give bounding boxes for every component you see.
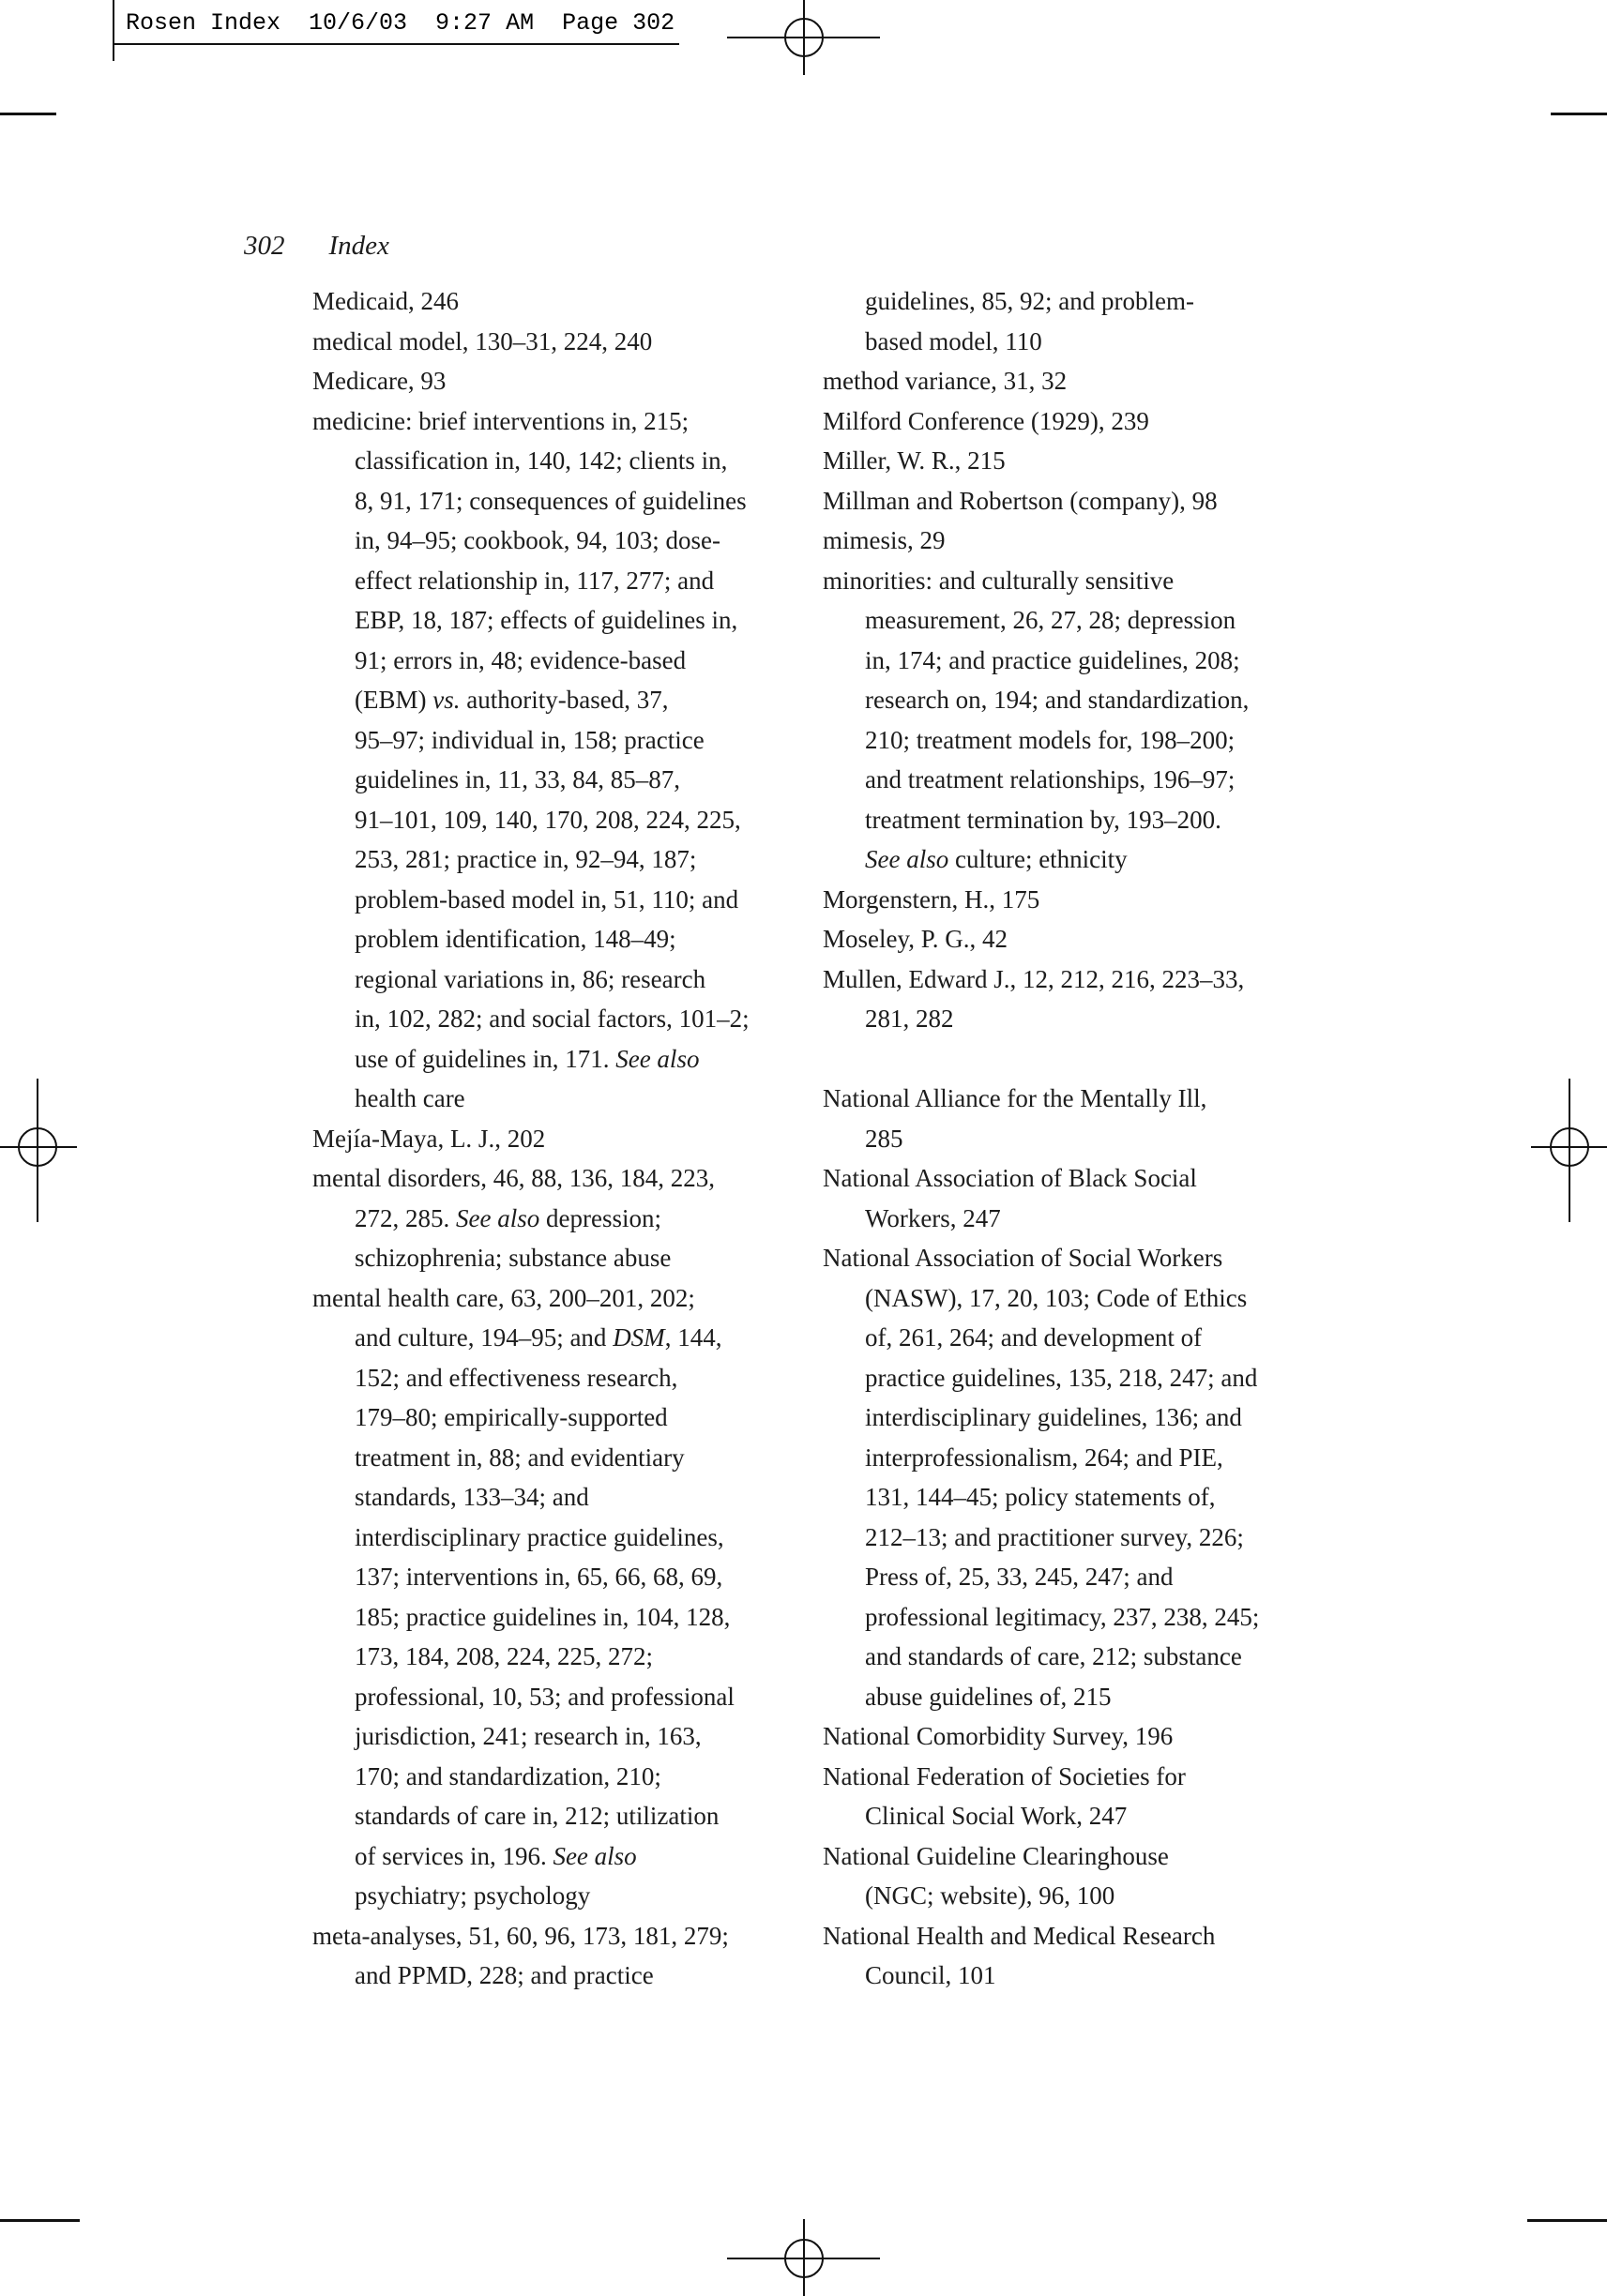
crop-mark-top-right [1551,113,1607,115]
index-line: (NGC; website), 96, 100 [865,1881,1115,1910]
index-line: effect relationship in, 117, 277; and [355,566,715,595]
index-line: Council, 101 [865,1961,996,1989]
index-line: practice guidelines, 135, 218, 247; and [865,1363,1258,1392]
slug-box-left-rule [113,0,114,61]
crop-mark-top-left [0,113,56,115]
index-line: 131, 144–45; policy statements of, [865,1483,1216,1511]
index-line: regional variations in, 86; research [355,964,706,993]
index-line: Medicaid, 246 [312,287,459,315]
index-line: National Guideline Clearinghouse [823,1841,1169,1870]
index-line: medical model, 130–31, 224, 240 [312,326,653,355]
index-line: meta-analyses, 51, 60, 96, 173, 181, 279; [312,1921,729,1950]
index-line: 91; errors in, 48; evidence-based [355,645,687,674]
index-line: problem identification, 148–49; [355,925,676,953]
index-line: 152; and effectiveness research, [355,1363,678,1392]
index-line: and treatment relationships, 196–97; [865,765,1236,793]
slug-text: Rosen Index 10/6/03 9:27 AM Page 302 [126,9,675,37]
index-line: Milford Conference (1929), 239 [823,406,1149,435]
index-line: standards of care in, 212; utilization [355,1802,720,1830]
index-line: See also culture; ethnicity [865,845,1128,873]
index-line: 281, 282 [865,1004,954,1033]
index-line: 253, 281; practice in, 92–94, 187; [355,845,697,873]
index-line: National Federation of Societies for [823,1761,1186,1790]
index-column-right [823,281,1320,1996]
index-line: Press of, 25, 33, 245, 247; and [865,1563,1174,1591]
index-line: National Association of Social Workers [823,1244,1223,1272]
slug-box-bottom-rule [113,43,679,45]
index-line: abuse guidelines of, 215 [865,1682,1112,1711]
index-line: interdisciplinary guidelines, 136; and [865,1403,1242,1431]
index-line: interprofessionalism, 264; and PIE, [865,1443,1223,1472]
index-line: standards, 133–34; and [355,1483,589,1511]
index-line: (NASW), 17, 20, 103; Code of Ethics [865,1283,1248,1312]
index-line: method variance, 31, 32 [823,367,1068,395]
index-line: 173, 184, 208, 224, 225, 272; [355,1642,654,1670]
index-line: treatment in, 88; and evidentiary [355,1443,685,1472]
index-line: Mullen, Edward J., 12, 212, 216, 223–33, [823,964,1245,993]
index-line: National Association of Black Social [823,1164,1197,1192]
index-line: measurement, 26, 27, 28; depression [865,606,1236,634]
index-line: 285 [865,1124,903,1153]
index-line: mental health care, 63, 200–201, 202; [312,1283,695,1312]
index-line: 212–13; and practitioner survey, 226; [865,1522,1244,1551]
index-column-left [312,281,810,1996]
index-line: psychiatry; psychology [355,1881,591,1910]
index-line: Workers, 247 [865,1203,1001,1232]
index-line: Moseley, P. G., 42 [823,925,1008,953]
index-line: 185; practice guidelines in, 104, 128, [355,1602,731,1631]
index-line: 137; interventions in, 65, 66, 68, 69, [355,1563,723,1591]
index-line: 170; and standardization, 210; [355,1761,661,1790]
running-head [244,231,389,261]
index-line: mimesis, 29 [823,526,946,554]
index-line: professional legitimacy, 237, 238, 245; [865,1602,1260,1631]
index-line: professional, 10, 53; and professional [355,1682,735,1711]
index-line: National Health and Medical Research [823,1921,1216,1950]
index-line: and culture, 194–95; and DSM, 144, [355,1323,722,1352]
index-line: guidelines in, 11, 33, 84, 85–87, [355,765,680,793]
index-line: (EBM) vs. authority-based, 37, [355,686,669,714]
index-line: medicine: brief interventions in, 215; [312,406,690,435]
index-line: in, 94–95; cookbook, 94, 103; dose- [355,526,720,554]
page-number: 302 [244,231,285,261]
index-line: guidelines, 85, 92; and problem- [865,287,1194,315]
index-line: Morgenstern, H., 175 [823,884,1040,914]
index-line: Mejía-Maya, L. J., 202 [312,1124,546,1153]
index-line: mental disorders, 46, 88, 136, 184, 223, [312,1164,715,1192]
index-line: and standards of care, 212; substance [865,1642,1242,1670]
crop-mark-bottom-left [0,2219,80,2222]
index-line: 91–101, 109, 140, 170, 208, 224, 225, [355,805,741,834]
index-line: interdisciplinary practice guidelines, [355,1522,724,1551]
index-line: research on, 194; and standardization, [865,686,1250,714]
index-line: and PPMD, 228; and practice [355,1961,654,1989]
index-line [823,1039,1320,1080]
index-line: National Alliance for the Mentally Ill, [823,1084,1207,1112]
index-line: National Comorbidity Survey, 196 [823,1722,1174,1750]
index-line: in, 174; and practice guidelines, 208; [865,645,1240,674]
index-line: minorities: and culturally sensitive [823,566,1175,595]
index-line: classification in, 140, 142; clients in, [355,446,728,475]
index-line: schizophrenia; substance abuse [355,1244,672,1272]
index-line: 272, 285. See also depression; [355,1203,661,1232]
index-line: Miller, W. R., 215 [823,446,1006,475]
index-line: treatment termination by, 193–200. [865,805,1221,834]
index-line: 95–97; individual in, 158; practice [355,725,705,754]
section-title: Index [328,231,389,261]
index-line: 210; treatment models for, 198–200; [865,725,1236,754]
index-line: problem-based model in, 51, 110; and [355,884,739,914]
index-line: of, 261, 264; and development of [865,1323,1203,1352]
index-line: of services in, 196. See also [355,1841,637,1870]
index-line: Millman and Robertson (company), 98 [823,486,1218,515]
index-line: use of guidelines in, 171. See also [355,1044,700,1073]
index-line: EBP, 18, 187; effects of guidelines in, [355,606,738,634]
index-line: 8, 91, 171; consequences of guidelines [355,486,747,515]
index-line: jurisdiction, 241; research in, 163, [355,1722,702,1750]
index-line: 179–80; empirically-supported [355,1403,668,1431]
index-line: Clinical Social Work, 247 [865,1802,1128,1830]
index-line: Medicare, 93 [312,367,447,395]
index-line: in, 102, 282; and social factors, 101–2; [355,1004,750,1033]
crop-mark-bottom-right [1527,2219,1607,2222]
index-line: health care [355,1084,465,1112]
index-line: based model, 110 [865,326,1042,355]
